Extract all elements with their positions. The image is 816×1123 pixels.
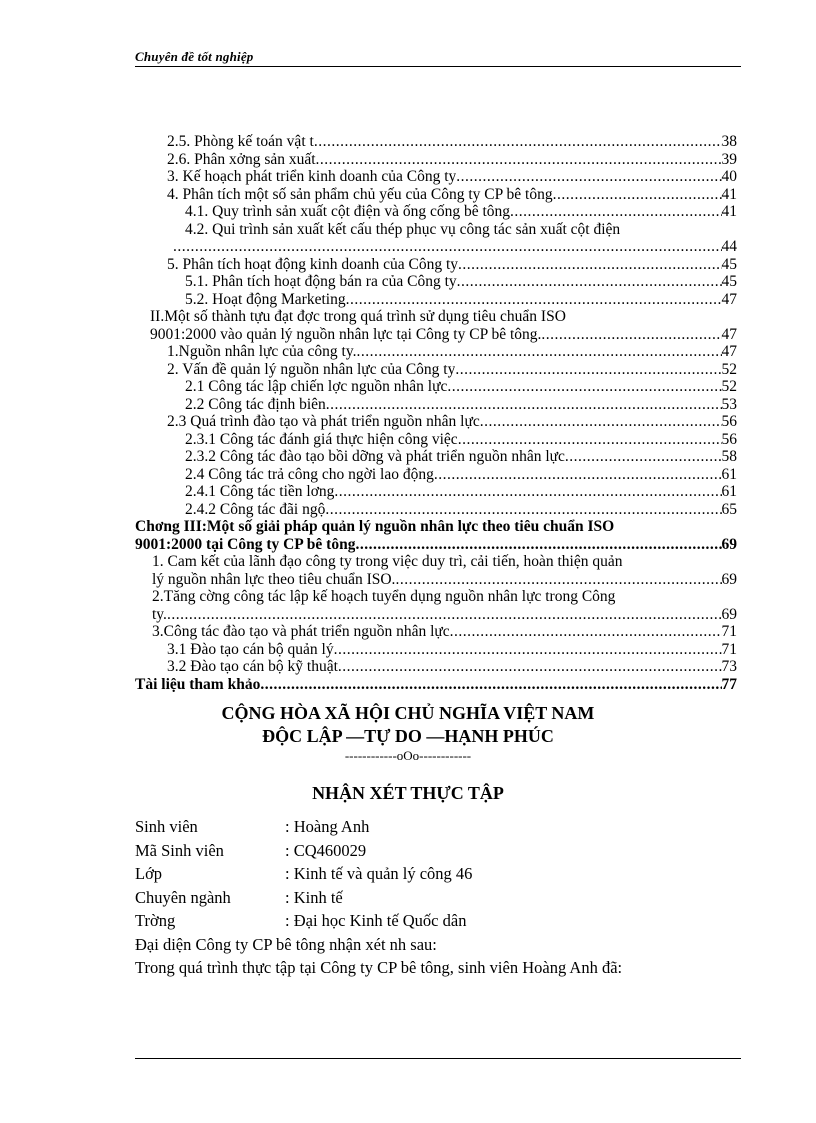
toc-entry xyxy=(135,361,737,379)
toc-entry-title: 4.2. Qui trình sản xuất kết cấu thép phục vụ công tác sản xuất cột điện xyxy=(185,220,621,238)
toc-page-number: 45 xyxy=(721,273,737,290)
toc-entry-title: 2.6. Phân xởng sản xuất xyxy=(167,150,316,168)
toc-entry-title: II.Một số thành tựu đạt đợc trong quá trình sử dụng tiêu chuẩn ISO xyxy=(150,308,566,325)
toc-dot-leader xyxy=(480,413,722,431)
toc-page-number: 69 xyxy=(721,535,737,553)
toc-entry-title: 2.1 Công tác lập chiến lợc nguồn nhân lực xyxy=(185,378,448,395)
toc-dot-leader xyxy=(458,431,722,449)
toc-entry-title: ty. xyxy=(152,605,167,623)
toc-entry-title: 4. Phân tích một số sản phẩm chủ yếu của Công ty CP bê tông xyxy=(167,185,553,203)
toc-dot-leader xyxy=(314,133,722,151)
toc-page-number: 39 xyxy=(721,150,737,168)
footer-rule xyxy=(135,1058,741,1059)
toc-dot-leader xyxy=(338,658,722,676)
toc-entry xyxy=(135,221,737,239)
national-title: CỘNG HÒA XÃ HỘI CHỦ NGHĨA VIỆT NAM xyxy=(221,703,595,723)
toc-entry xyxy=(135,606,737,624)
header-title: Chuyên đề tốt nghiệp xyxy=(135,49,254,64)
toc-entry xyxy=(135,413,737,431)
info-label: Lớp xyxy=(135,864,163,883)
toc-dot-leader xyxy=(458,256,721,274)
toc-entry xyxy=(135,186,737,204)
toc-entry xyxy=(135,378,737,396)
toc-entry-title: 4.1. Quy trình sản xuất cột điện và ống cống bê tông xyxy=(185,203,511,220)
toc-entry-title: 9001:2000 tại Công ty CP bê tông xyxy=(135,535,356,553)
toc-dot-leader xyxy=(434,466,722,484)
toc-page-number: 56 xyxy=(721,413,737,430)
toc-entry-title: 1.Nguồn nhân lực của công ty. xyxy=(167,343,357,360)
toc-dot-leader xyxy=(356,343,721,361)
toc-entry-title: 3.2 Đào tạo cán bộ kỹ thuật xyxy=(167,658,338,675)
toc-entry xyxy=(135,518,737,536)
table-of-contents xyxy=(135,133,737,693)
toc-dot-leader xyxy=(456,168,721,186)
toc-dot-leader xyxy=(541,326,721,344)
info-row xyxy=(135,862,745,886)
info-label: Mã Sinh viên xyxy=(135,840,224,860)
toc-entry xyxy=(135,448,737,466)
toc-dot-leader xyxy=(260,676,721,694)
paragraph xyxy=(135,933,745,957)
toc-entry-title: 2.Tăng cờng công tác lập kế hoạch tuyển dụng nguồn nhân lực trong Công xyxy=(152,588,616,605)
toc-entry xyxy=(135,431,737,449)
toc-dot-leader xyxy=(325,501,721,519)
toc-page-number: 52 xyxy=(721,360,737,378)
info-value: : Kinh tế và quản lý công 46 xyxy=(285,864,473,883)
toc-dot-leader xyxy=(346,291,722,309)
toc-entry xyxy=(135,658,737,676)
toc-entry-title: 9001:2000 vào quản lý nguồn nhân lực tại Công ty CP bê tông. xyxy=(150,325,542,343)
toc-entry-title: 1. Cam kết của lãnh đạo công ty trong việc duy trì, cải tiến, hoàn thiện quản xyxy=(152,553,623,570)
toc-page-number: 61 xyxy=(721,483,737,500)
toc-dot-leader xyxy=(447,378,721,396)
toc-dot-leader xyxy=(334,641,722,659)
toc-entry-title: 2.3.1 Công tác đánh giá thực hiện công việc xyxy=(185,430,458,448)
toc-entry xyxy=(135,571,737,589)
page-header xyxy=(135,48,741,67)
toc-dot-leader xyxy=(565,448,722,466)
toc-dot-leader xyxy=(553,186,722,204)
toc-entry xyxy=(135,203,737,221)
info-value: : CQ460029 xyxy=(285,840,367,860)
paragraph-text: Đại diện Công ty CP bê tông nhận xét nh sau: xyxy=(135,934,437,954)
toc-page-number: 58 xyxy=(721,448,737,465)
toc-entry-title: 2.4.1 Công tác tiền lơng xyxy=(185,483,335,500)
toc-page-number: 77 xyxy=(721,675,737,693)
toc-page-number: 53 xyxy=(721,395,737,413)
toc-dot-leader xyxy=(355,536,721,554)
toc-entry xyxy=(135,623,737,641)
toc-entry xyxy=(135,291,737,309)
toc-entry xyxy=(135,501,737,519)
toc-entry xyxy=(135,168,737,186)
toc-entry-title: 5.1. Phân tích hoạt động bán ra của Công ty xyxy=(185,273,457,290)
toc-entry-title: 2. Vấn đề quản lý nguồn nhân lực của Công ty xyxy=(167,360,456,378)
toc-page-number: 41 xyxy=(721,203,737,220)
info-label: Sinh viên xyxy=(135,817,198,836)
info-label: Chuyên ngành xyxy=(135,887,231,907)
toc-page-number: 69 xyxy=(721,605,737,623)
toc-page-number: 38 xyxy=(721,133,737,150)
info-row xyxy=(135,909,745,933)
info-value: : Hoàng Anh xyxy=(285,817,370,836)
section-heading: NHẬN XÉT THỰC TẬP xyxy=(312,783,504,803)
toc-entry-title: 2.4.2 Công tác đãi ngộ xyxy=(185,500,326,518)
toc-page-number: 69 xyxy=(721,570,737,588)
info-row xyxy=(135,839,745,863)
toc-page-number: 71 xyxy=(721,623,737,640)
toc-entry-title: 2.2 Công tác định biên xyxy=(185,395,326,413)
toc-dot-leader xyxy=(455,361,721,379)
toc-dot-leader xyxy=(457,273,722,291)
toc-page-number: 65 xyxy=(721,500,737,518)
toc-dot-leader xyxy=(450,623,722,641)
toc-entry xyxy=(135,133,737,151)
toc-entry xyxy=(135,641,737,659)
toc-entry xyxy=(135,273,737,291)
student-info xyxy=(135,815,745,980)
toc-dot-leader xyxy=(510,203,721,221)
toc-entry xyxy=(135,343,737,361)
toc-page-number: 61 xyxy=(721,465,737,483)
toc-page-number: 71 xyxy=(721,640,737,658)
toc-dot-leader xyxy=(316,151,722,169)
toc-entry xyxy=(135,483,737,501)
info-label: Trờng xyxy=(135,911,176,930)
toc-page-number: 40 xyxy=(721,168,737,185)
toc-entry-title: 5.2. Hoạt động Marketing xyxy=(185,290,346,308)
toc-page-number: 56 xyxy=(721,430,737,448)
toc-entry xyxy=(135,536,737,554)
national-motto: ĐỘC LẬP —TỰ DO —HẠNH PHÚC xyxy=(262,726,554,746)
decorative-divider: ------------oOo------------ xyxy=(344,748,472,763)
toc-dot-leader xyxy=(173,238,722,256)
toc-dot-leader xyxy=(395,571,721,589)
paragraph-text: Trong quá trình thực tập tại Công ty CP bê tông, sinh viên Hoàng Anh đã: xyxy=(135,958,623,977)
toc-entry-title: 3.Công tác đào tạo và phát triển nguồn nhân lực xyxy=(152,623,450,640)
toc-dot-leader xyxy=(326,396,722,414)
toc-page-number: 47 xyxy=(721,343,737,360)
info-value: : Kinh tế xyxy=(285,887,343,907)
toc-entry-title: 3. Kế hoạch phát triển kinh doanh của Công ty xyxy=(167,168,457,185)
toc-entry-title: 2.3.2 Công tác đào tạo bồi dỡng và phát triển nguồn nhân lực xyxy=(185,448,565,465)
toc-page-number: 47 xyxy=(721,325,737,343)
toc-page-number: 52 xyxy=(721,378,737,395)
toc-page-number: 41 xyxy=(721,185,737,203)
toc-entry-title: lý nguồn nhân lực theo tiêu chuẩn ISO. xyxy=(152,570,396,588)
toc-page-number: 44 xyxy=(721,238,737,255)
toc-entry xyxy=(135,238,737,256)
toc-entry xyxy=(135,396,737,414)
toc-entry-title: 2.5. Phòng kế toán vật t xyxy=(167,133,314,150)
paragraph xyxy=(135,956,745,980)
toc-entry xyxy=(135,676,737,694)
toc-entry-title: 2.3 Quá trình đào tạo và phát triển nguồn nhân lực xyxy=(167,413,480,430)
toc-entry xyxy=(135,553,737,571)
toc-dot-leader xyxy=(334,483,721,501)
toc-entry xyxy=(135,256,737,274)
toc-entry xyxy=(135,151,737,169)
toc-entry xyxy=(135,588,737,606)
toc-page-number: 73 xyxy=(721,658,737,675)
info-row xyxy=(135,886,745,910)
info-value: : Đại học Kinh tế Quốc dân xyxy=(285,911,467,930)
toc-entry-title: 5. Phân tích hoạt động kinh doanh của Công ty xyxy=(167,255,459,273)
toc-entry-title: 2.4 Công tác trả công cho ngời lao động xyxy=(185,465,434,483)
toc-entry-title: Tài liệu tham khảo xyxy=(135,675,261,693)
toc-entry-title: 3.1 Đào tạo cán bộ quản lý xyxy=(167,640,334,658)
toc-entry-title: Chơng III:Một số giải pháp quản lý nguồn nhân lực theo tiêu chuẩn ISO xyxy=(135,518,615,535)
info-row xyxy=(135,815,745,839)
toc-entry xyxy=(135,326,737,344)
toc-dot-leader xyxy=(167,606,722,624)
toc-entry xyxy=(135,308,737,326)
toc-page-number: 45 xyxy=(721,255,737,273)
toc-entry xyxy=(135,466,737,484)
toc-page-number: 47 xyxy=(721,290,737,308)
